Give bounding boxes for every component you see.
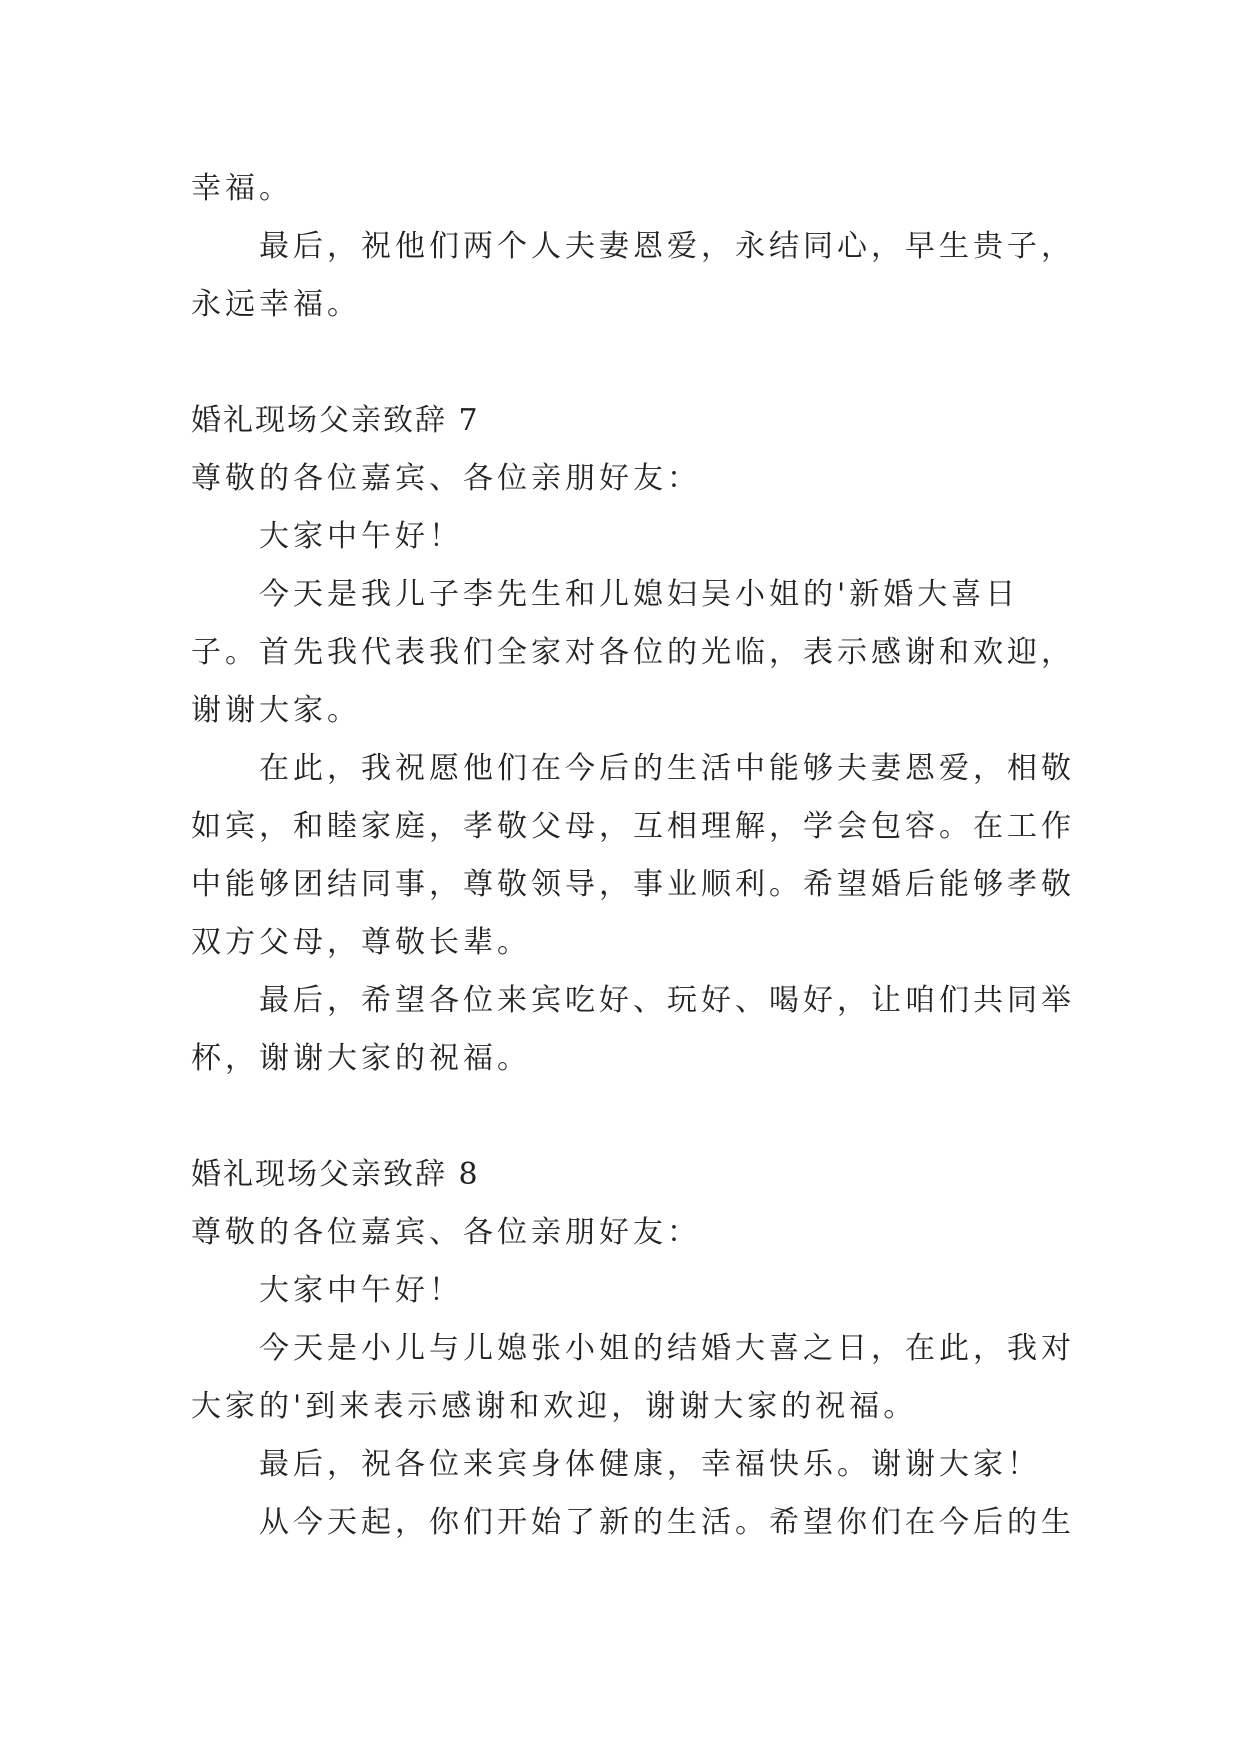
closing-paragraph: 最后，祝他们两个人夫妻恩爱，永结同心，早生贵子，永远幸福。 (191, 229, 1075, 322)
continuation-line: 幸福。 (191, 171, 293, 206)
salutation-7: 尊敬的各位嘉宾、各位亲朋好友： (191, 461, 701, 496)
section-gap (191, 334, 1081, 392)
paragraph-7-2: 在此，我祝愿他们在今后的生活中能够夫妻恩爱，相敬如宾，和睦家庭，孝敬父母，互相理解，学会包容。在工作中能够团结同事，尊敬领导，事业顺利。希望婚后能够孝敬双方父母，尊敬长辈。 (191, 751, 1075, 960)
paragraph-7-1: 今天是我儿子李先生和儿媳妇吴小姐的'新婚大喜日子。首先我代表我们全家对各位的光临，表示感谢和欢迎，谢谢大家。 (191, 577, 1075, 728)
paragraph-8-3: 从今天起，你们开始了新的生活。希望你们在今后的生 (259, 1505, 1075, 1540)
section-title-7: 婚礼现场父亲致辞 7 (191, 403, 480, 438)
paragraph-8-2: 最后，祝各位来宾身体健康，幸福快乐。谢谢大家！ (259, 1447, 1041, 1482)
section-title-8: 婚礼现场父亲致辞 8 (191, 1157, 480, 1192)
salutation-8: 尊敬的各位嘉宾、各位亲朋好友： (191, 1215, 701, 1250)
section-gap (191, 1088, 1081, 1146)
greeting-8: 大家中午好！ (259, 1273, 463, 1308)
paragraph-8-1: 今天是小儿与儿媳张小姐的结婚大喜之日，在此，我对大家的'到来表示感谢和欢迎，谢谢大家的祝福。 (191, 1331, 1075, 1424)
greeting-7: 大家中午好！ (259, 519, 463, 554)
paragraph-7-3: 最后，希望各位来宾吃好、玩好、喝好，让咱们共同举杯，谢谢大家的祝福。 (191, 983, 1075, 1076)
document-body (191, 160, 1081, 1552)
